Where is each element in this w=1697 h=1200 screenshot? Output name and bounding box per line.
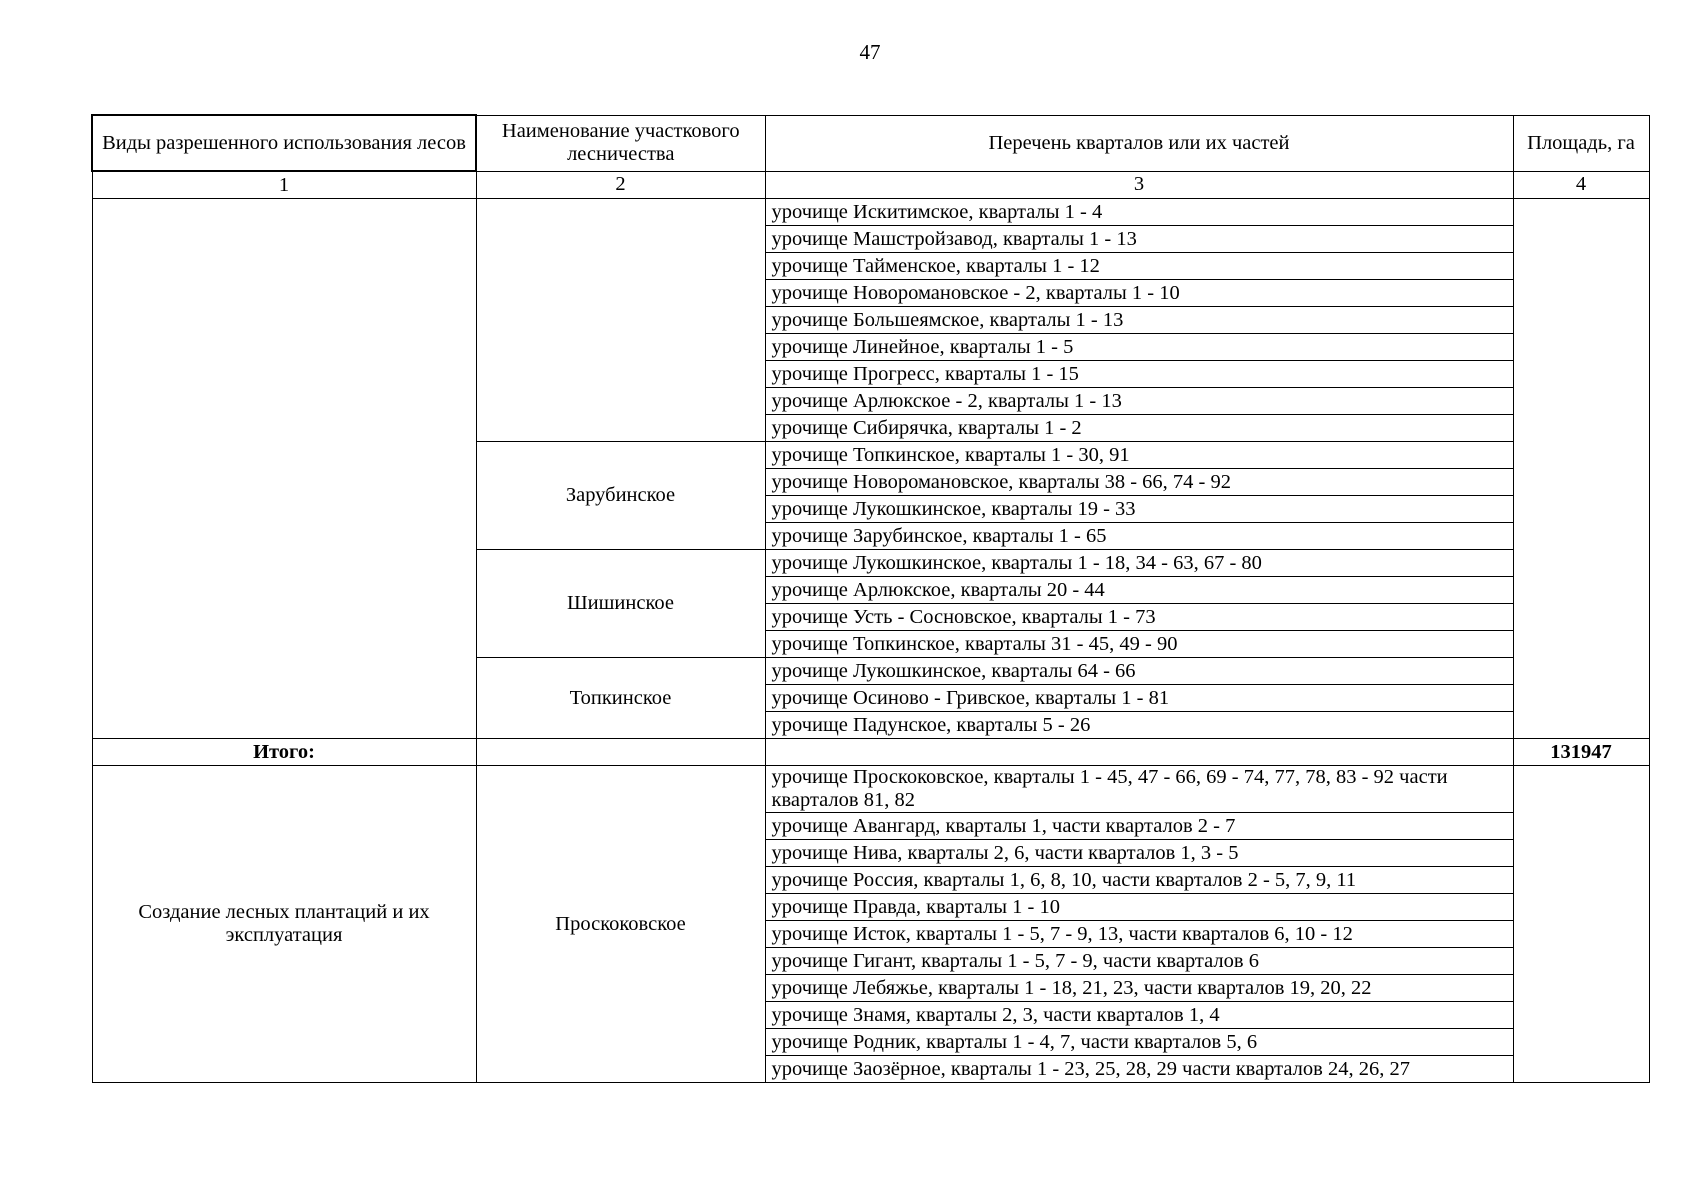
- header-use-type: Виды разрешенного использования лесов: [92, 115, 476, 171]
- quarter-cell: урочище Зарубинское, кварталы 1 - 65: [765, 523, 1513, 550]
- area-cell: [1513, 199, 1649, 739]
- quarter-cell: урочище Лебяжье, кварталы 1 - 18, 21, 23, части кварталов 19, 20, 22: [765, 975, 1513, 1002]
- quarter-cell: урочище Правда, кварталы 1 - 10: [765, 894, 1513, 921]
- table-body: [92, 115, 1649, 1083]
- page-number: 47: [859, 40, 881, 64]
- quarter-cell: урочище Родник, кварталы 1 - 4, 7, части кварталов 5, 6: [765, 1029, 1513, 1056]
- use-type-cell: [92, 199, 476, 739]
- column-number: 1: [92, 171, 476, 199]
- quarter-cell: урочище Арлюкское, кварталы 20 - 44: [765, 577, 1513, 604]
- quarter-cell: урочище Сибирячка, кварталы 1 - 2: [765, 415, 1513, 442]
- quarter-cell: урочище Лукошкинское, кварталы 64 - 66: [765, 658, 1513, 685]
- forestry-name: Зарубинское: [476, 442, 765, 550]
- quarter-cell: урочище Авангард, кварталы 1, части кварталов 2 - 7: [765, 813, 1513, 840]
- header-area: Площадь, га: [1513, 115, 1649, 171]
- quarter-cell: урочище Проскоковское, кварталы 1 - 45, 47 - 66, 69 - 74, 77, 78, 83 - 92 части кварталов 81, 82: [765, 766, 1513, 813]
- forestry-name: Проскоковское: [476, 766, 765, 1083]
- forestry-name: [476, 199, 765, 442]
- area-cell: [1513, 766, 1649, 1083]
- quarter-cell: урочище Арлюкское - 2, кварталы 1 - 13: [765, 388, 1513, 415]
- total-empty-cell: [476, 739, 765, 766]
- column-number: 2: [476, 171, 765, 199]
- quarter-cell: урочище Заозёрное, кварталы 1 - 23, 25, 28, 29 части кварталов 24, 26, 27: [765, 1056, 1513, 1083]
- table-row: [92, 199, 1649, 226]
- quarter-cell: урочище Россия, кварталы 1, 6, 8, 10, части кварталов 2 - 5, 7, 9, 11: [765, 867, 1513, 894]
- quarter-cell: урочище Большеямское, кварталы 1 - 13: [765, 307, 1513, 334]
- quarter-cell: урочище Лукошкинское, кварталы 1 - 18, 34 - 63, 67 - 80: [765, 550, 1513, 577]
- header-quarters: Перечень кварталов или их частей: [765, 115, 1513, 171]
- quarter-cell: урочище Новоромановское, кварталы 38 - 66, 74 - 92: [765, 469, 1513, 496]
- total-value: 131947: [1513, 739, 1649, 766]
- quarter-cell: урочище Усть - Сосновское, кварталы 1 - 73: [765, 604, 1513, 631]
- total-row: [92, 739, 1649, 766]
- quarter-cell: урочище Топкинское, кварталы 31 - 45, 49 - 90: [765, 631, 1513, 658]
- quarter-cell: урочище Лукошкинское, кварталы 19 - 33: [765, 496, 1513, 523]
- table-row: [92, 766, 1649, 813]
- total-empty-cell: [765, 739, 1513, 766]
- column-number: 4: [1513, 171, 1649, 199]
- quarter-cell: урочище Новоромановское - 2, кварталы 1 - 10: [765, 280, 1513, 307]
- use-type-cell: Создание лесных плантаций и их эксплуатация: [92, 766, 476, 1083]
- header-row: [92, 115, 1649, 171]
- quarter-cell: урочище Осиново - Гривское, кварталы 1 - 81: [765, 685, 1513, 712]
- quarter-cell: урочище Прогресс, кварталы 1 - 15: [765, 361, 1513, 388]
- forestry-name: Топкинское: [476, 658, 765, 739]
- total-label: Итого:: [92, 739, 476, 766]
- column-number: 3: [765, 171, 1513, 199]
- column-number-row: [92, 171, 1649, 199]
- quarter-cell: урочище Линейное, кварталы 1 - 5: [765, 334, 1513, 361]
- header-forestry: Наименование участкового лесничества: [476, 115, 765, 171]
- forest-use-table: [91, 114, 1650, 1083]
- quarter-cell: урочище Нива, кварталы 2, 6, части кварталов 1, 3 - 5: [765, 840, 1513, 867]
- quarter-cell: урочище Искитимское, кварталы 1 - 4: [765, 199, 1513, 226]
- quarter-cell: урочище Исток, кварталы 1 - 5, 7 - 9, 13, части кварталов 6, 10 - 12: [765, 921, 1513, 948]
- quarter-cell: урочище Знамя, кварталы 2, 3, части кварталов 1, 4: [765, 1002, 1513, 1029]
- quarter-cell: урочище Машстройзавод, кварталы 1 - 13: [765, 226, 1513, 253]
- quarter-cell: урочище Падунское, кварталы 5 - 26: [765, 712, 1513, 739]
- quarter-cell: урочище Топкинское, кварталы 1 - 30, 91: [765, 442, 1513, 469]
- quarter-cell: урочище Тайменское, кварталы 1 - 12: [765, 253, 1513, 280]
- forestry-name: Шишинское: [476, 550, 765, 658]
- quarter-cell: урочище Гигант, кварталы 1 - 5, 7 - 9, части кварталов 6: [765, 948, 1513, 975]
